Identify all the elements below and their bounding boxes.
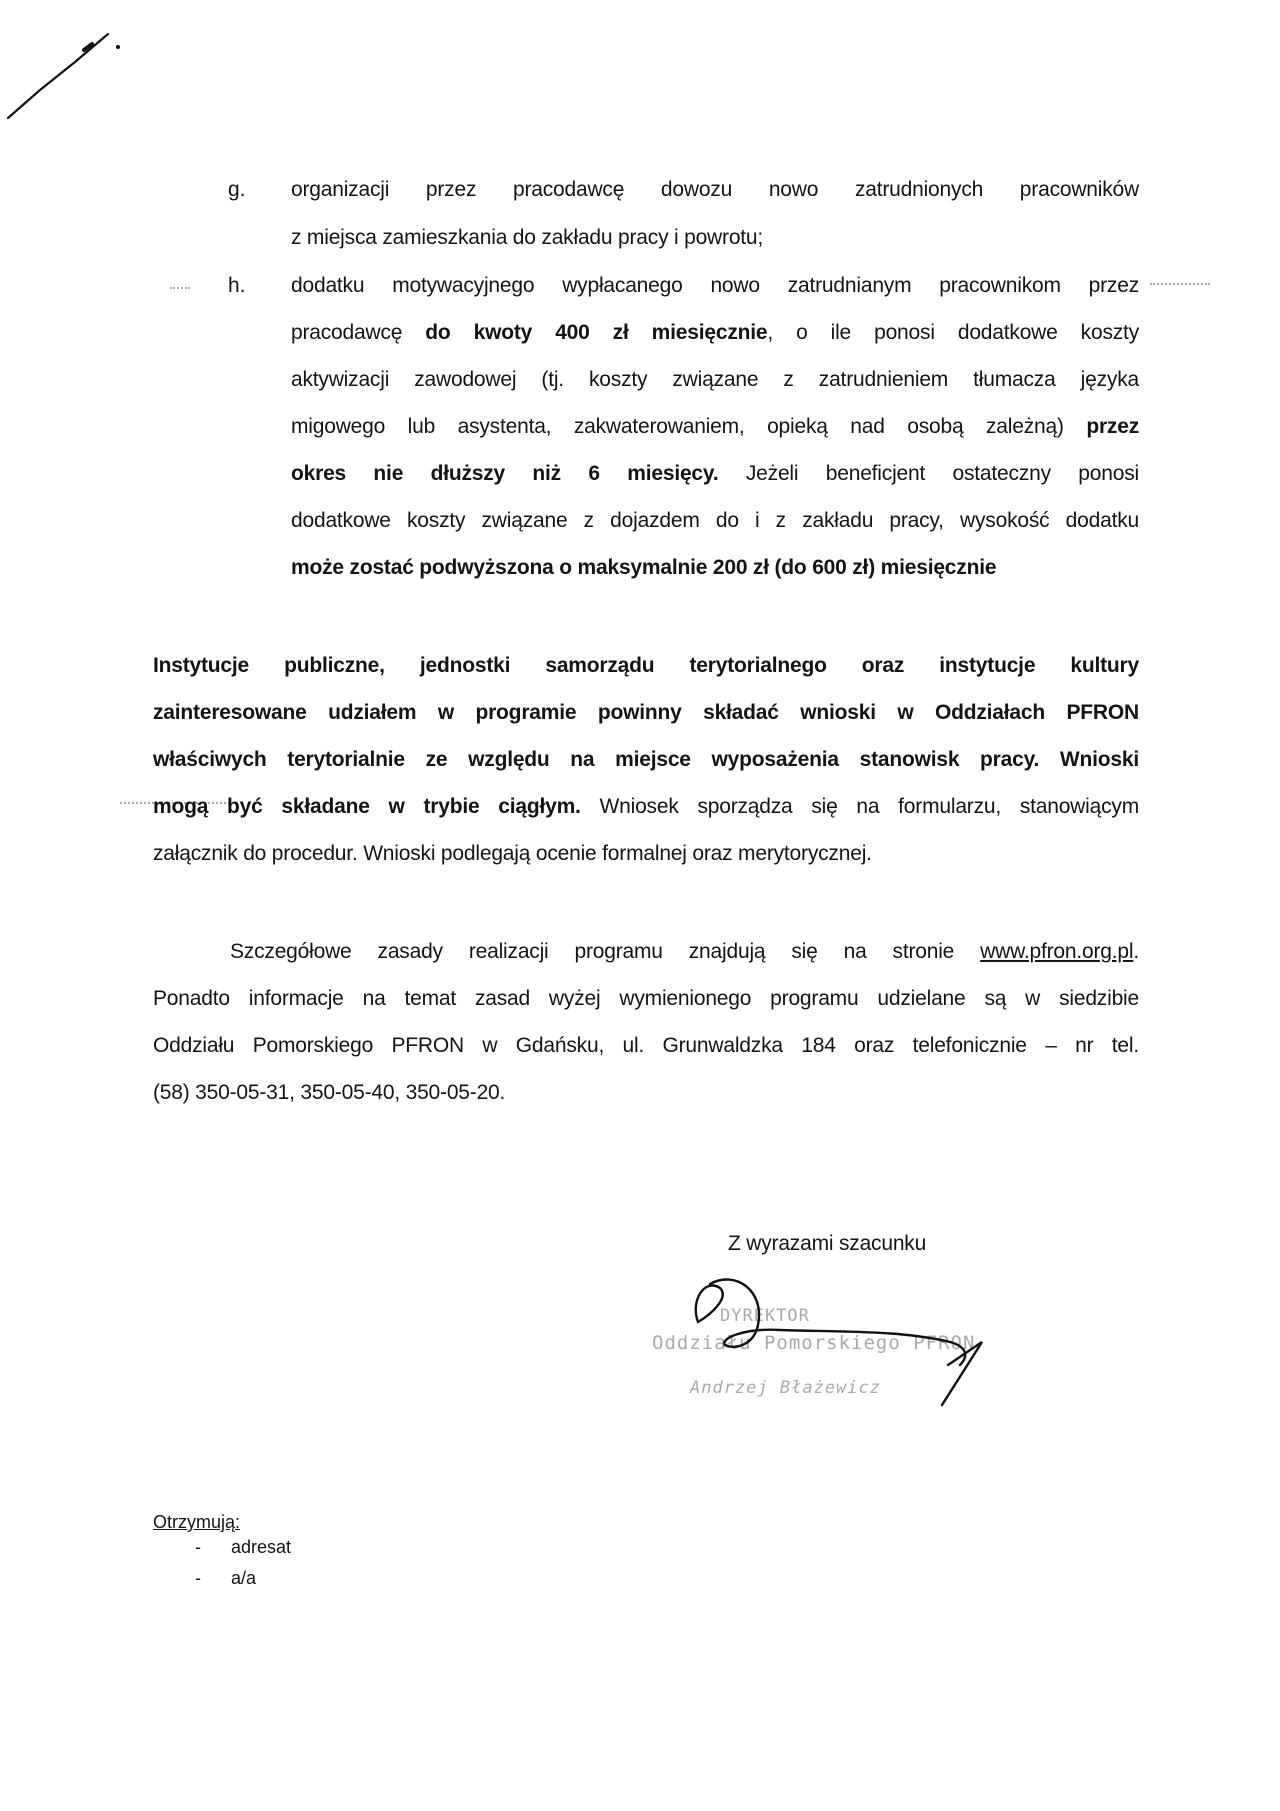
- bold-text: do kwoty 400 zł miesięcznie: [425, 321, 768, 344]
- text: z miejsca zamieszkania do zakładu pracy i powrotu;: [291, 226, 764, 249]
- institutions-line: [153, 699, 1139, 727]
- pfron-website-link[interactable]: www.pfron.org.pl: [980, 940, 1134, 963]
- item-h-line: [291, 554, 1139, 582]
- signature-block: [650, 1270, 1030, 1420]
- item-h-line: [291, 272, 1139, 300]
- text: dodatkowe koszty związane z dojazdem do i z zakładu pracy, wysokość dodatku: [291, 509, 1139, 532]
- item-h-line: [291, 366, 1139, 394]
- institutions-line: [153, 746, 1139, 774]
- handwritten-signature: [650, 1270, 1030, 1420]
- bold-text: zainteresowane udziałem w programie powinny składać wnioski w Oddziałach PFRON: [153, 701, 1139, 724]
- institutions-line: [153, 840, 1139, 868]
- pen-stroke-mark: [0, 0, 140, 130]
- text: Wniosek sporządza się na formularzu, stanowiącym: [580, 795, 1139, 818]
- info-line-3: Oddziału Pomorskiego PFRON w Gdańsku, ul. Grunwaldzka 184 oraz telefonicznie – nr tel.: [153, 1034, 1139, 1057]
- item-h-line: [291, 413, 1139, 441]
- text: dodatku motywacyjnego wypłacanego nowo zatrudnianym pracownikom przez: [291, 274, 1139, 297]
- stamp-office: Oddziału Pomorskiego PFRON: [652, 1332, 976, 1354]
- scan-artifact: [170, 287, 190, 290]
- bold-text: mogą być składane w trybie ciągłym.: [153, 795, 581, 818]
- institutions-line: [153, 652, 1139, 680]
- text: aktywizacji zawodowej (tj. koszty związane z zatrudnieniem tłumacza języka: [291, 368, 1139, 391]
- item-h-line: [291, 319, 1139, 347]
- info-line-1-end: .: [1133, 940, 1139, 963]
- item-h-line: [291, 460, 1139, 488]
- recipient-item: a/a: [231, 1568, 257, 1588]
- bold-text: może zostać podwyższona o maksymalnie 200 zł (do 600 zł) miesięcznie: [291, 556, 997, 579]
- item-h-line: [291, 507, 1139, 535]
- text: pracodawcę: [291, 321, 426, 344]
- stamp-name: Andrzej Błażewicz: [690, 1378, 881, 1398]
- recipient-bullet: -: [195, 1568, 201, 1588]
- list-marker-g: g.: [228, 178, 246, 201]
- info-line-2: Ponadto informacje na temat zasad wyżej wymienionego programu udzielane są w siedzibie: [153, 987, 1139, 1010]
- closing-salutation: Z wyrazami szacunku: [728, 1232, 927, 1255]
- info-line-4: (58) 350-05-31, 350-05-40, 350-05-20.: [153, 1081, 506, 1104]
- bold-text: okres nie dłuższy niż 6 miesięcy.: [291, 462, 719, 485]
- text: , o ile ponosi dodatkowe koszty: [767, 321, 1139, 344]
- info-line-1-text: Szczegółowe zasady realizacji programu znajdują się na stronie: [230, 940, 981, 963]
- institutions-line: [153, 793, 1139, 821]
- text: organizacji przez pracodawcę dowozu nowo zatrudnionych pracowników: [291, 178, 1139, 201]
- list-marker-h: h.: [228, 274, 246, 297]
- recipient-bullet: -: [195, 1537, 201, 1557]
- text: migowego lub asystenta, zakwaterowaniem, opieką nad osobą zależną): [291, 415, 1087, 438]
- text: Jeżeli beneficjent ostateczny ponosi: [718, 462, 1139, 485]
- bold-text: Instytucje publiczne, jednostki samorządu terytorialnego oraz instytucje kultury: [153, 654, 1139, 677]
- scan-artifact: [1150, 283, 1210, 286]
- info-line-1: [230, 938, 1139, 966]
- bold-text: właściwych terytorialnie ze względu na miejsce wyposażenia stanowisk pracy. Wnioski: [153, 748, 1139, 771]
- recipients-title: Otrzymują:: [153, 1512, 241, 1532]
- text: załącznik do procedur. Wnioski podlegają ocenie formalnej oraz merytorycznej.: [153, 842, 872, 865]
- bold-text: przez: [1086, 415, 1139, 438]
- item-g-line: [291, 176, 1139, 204]
- item-g-line: [291, 224, 1139, 252]
- stamp-title: DYREKTOR: [720, 1306, 810, 1326]
- recipient-item: adresat: [231, 1537, 292, 1557]
